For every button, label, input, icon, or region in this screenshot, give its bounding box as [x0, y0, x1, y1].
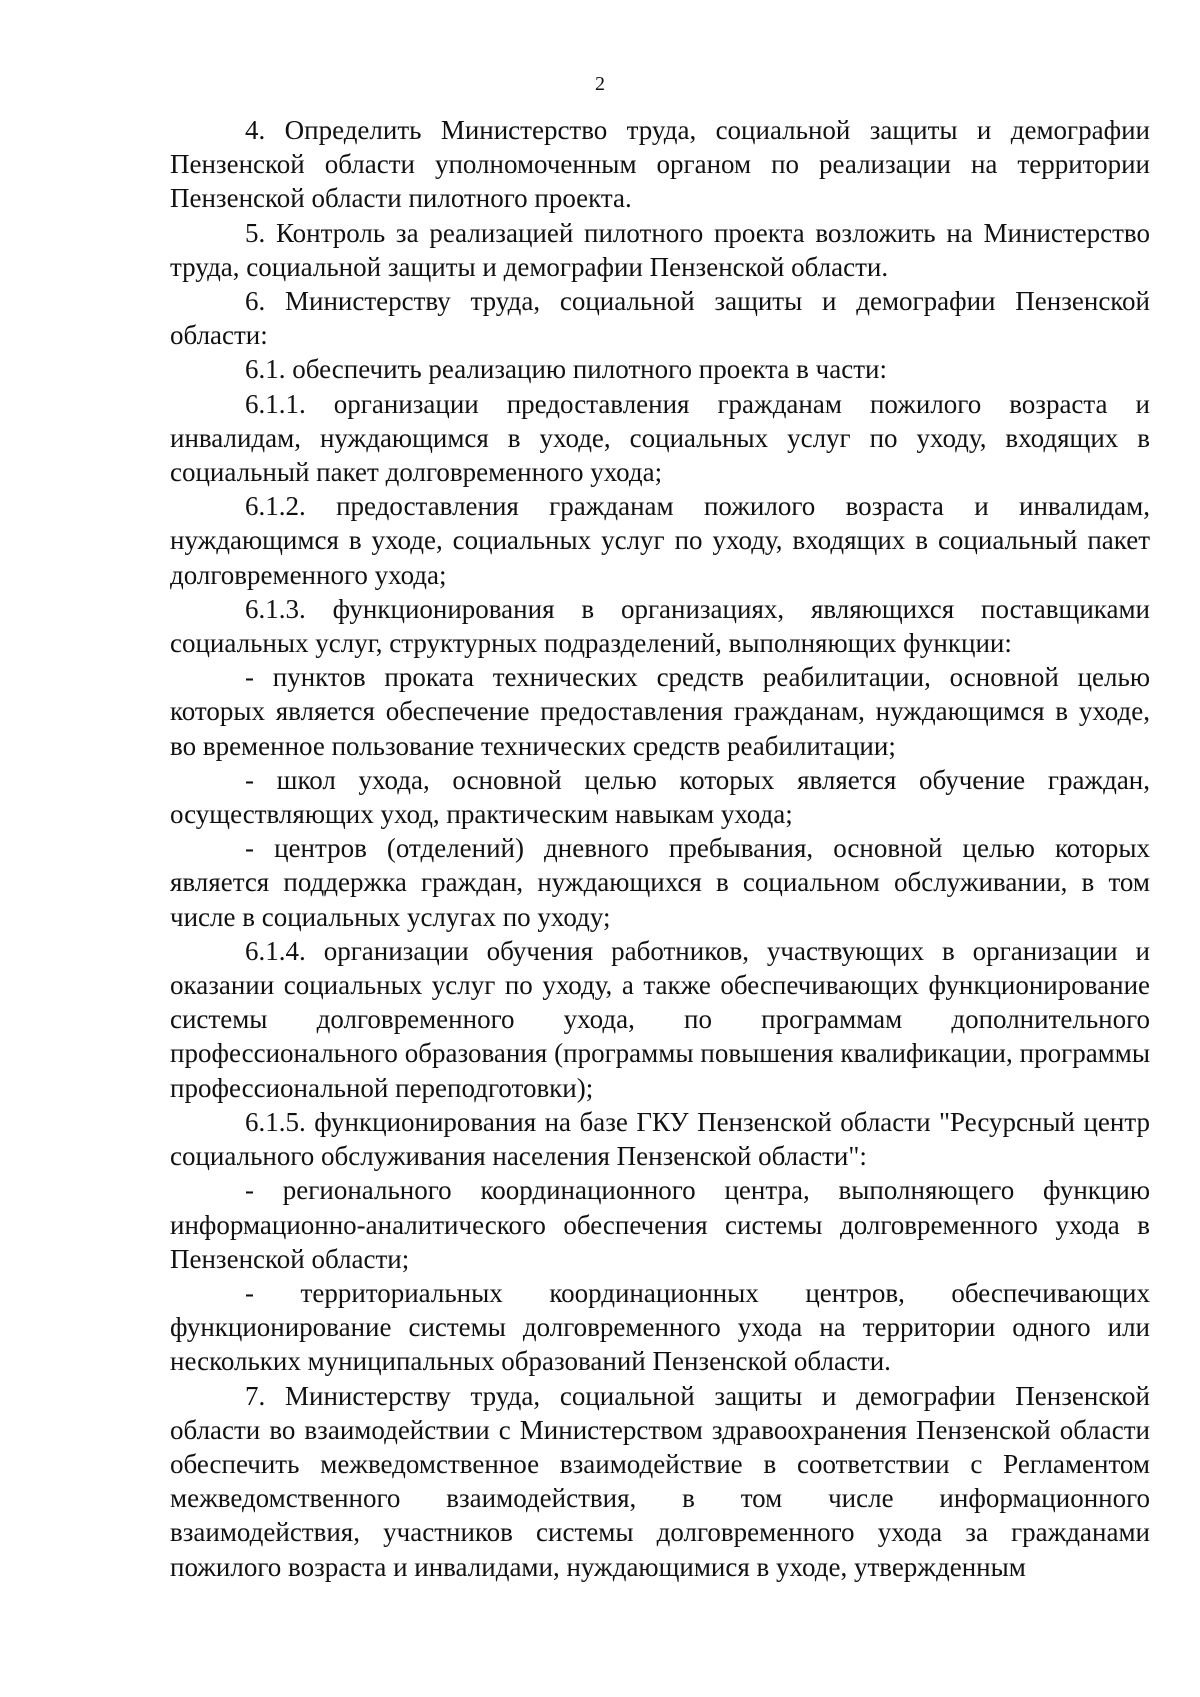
bullet-care-schools: - школ ухода, основной целью которых является обучение граждан, осуществляющих уход, практическим навыкам ухода; [170, 764, 1150, 830]
paragraph-item-5: 5. Контроль за реализацией пилотного проекта возложить на Министерство труда, социальной защиты и демографии Пензенской области. [170, 217, 1150, 282]
paragraph-item-6-1-2: 6.1.2. предоставления гражданам пожилого возраста и инвалидам, нуждающимся в уходе, социальных услуг по уходу, входящих в социальный пакет долговременного ухода; [170, 491, 1150, 590]
bullet-territorial-centers: - территориальных координационных центров, обеспечивающих функционирование системы долговременного ухода на территории одного или нескольких муниципальных образований Пензенской области. [170, 1277, 1150, 1377]
page-number: 2 [595, 73, 605, 95]
paragraph-item-7: 7. Министерству труда, социальной защиты и демографии Пензенской области во взаимодействии с Министерством здравоохранения Пензенской области обеспечить межведомственное взаимодействие в соответствии с Регламентом межведомственного взаимодействия, в том числе информационного взаимодействия, участников системы долговременного ухода за гражданами пожилого возраста и инвалидами, нуждающимися в уходе, утвержденным [170, 1380, 1150, 1582]
document-body [170, 113, 1150, 1584]
paragraph-item-6-1-3: 6.1.3. функционирования в организациях, являющихся поставщиками социальных услуг, структурных подразделений, выполняющих функции: [170, 593, 1150, 659]
paragraph-item-6-1-1: 6.1.1. организации предоставления гражданам пожилого возраста и инвалидам, нуждающимся в уходе, социальных услуг по уходу, входящих в социальный пакет долговременного ухода; [170, 388, 1150, 488]
paragraph-item-4: 4. Определить Министерство труда, социальной защиты и демографии Пензенской области уполномоченным органом по реализации на территории Пензенской области пилотного проекта. [170, 115, 1150, 214]
bullet-rental-points: - пунктов проката технических средств реабилитации, основной целью которых является обеспечение предоставления гражданам, нуждающимся в уходе, во временное пользование технических средств реабилитации; [170, 662, 1150, 761]
paragraph-item-6-1-4: 6.1.4. организации обучения работников, участвующих в организации и оказании социальных услуг по уходу, а также обеспечивающих функционирование системы долговременного ухода, по программам дополнительного профессионального образования (программы повышения квалификации, программы профессиональной переподготовки); [170, 935, 1150, 1103]
paragraph-item-6-1-5: 6.1.5. функционирования на базе ГКУ Пензенской области "Ресурсный центр социального обслуживания населения Пензенской области": [170, 1106, 1150, 1172]
bullet-regional-center: - регионального координационного центра, выполняющего функцию информационно-аналитического обеспечения системы долговременного ухода в Пензенской области; [170, 1175, 1150, 1274]
paragraph-item-6: 6. Министерству труда, социальной защиты и демографии Пензенской области: [170, 286, 1150, 351]
paragraph-item-6-1: 6.1. обеспечить реализацию пилотного проекта в части: [245, 354, 887, 385]
bullet-day-centers: - центров (отделений) дневного пребывания, основной целью которых является поддержка граждан, нуждающихся в социальном обслуживании, в том числе в социальных услугах по уходу; [170, 833, 1150, 932]
